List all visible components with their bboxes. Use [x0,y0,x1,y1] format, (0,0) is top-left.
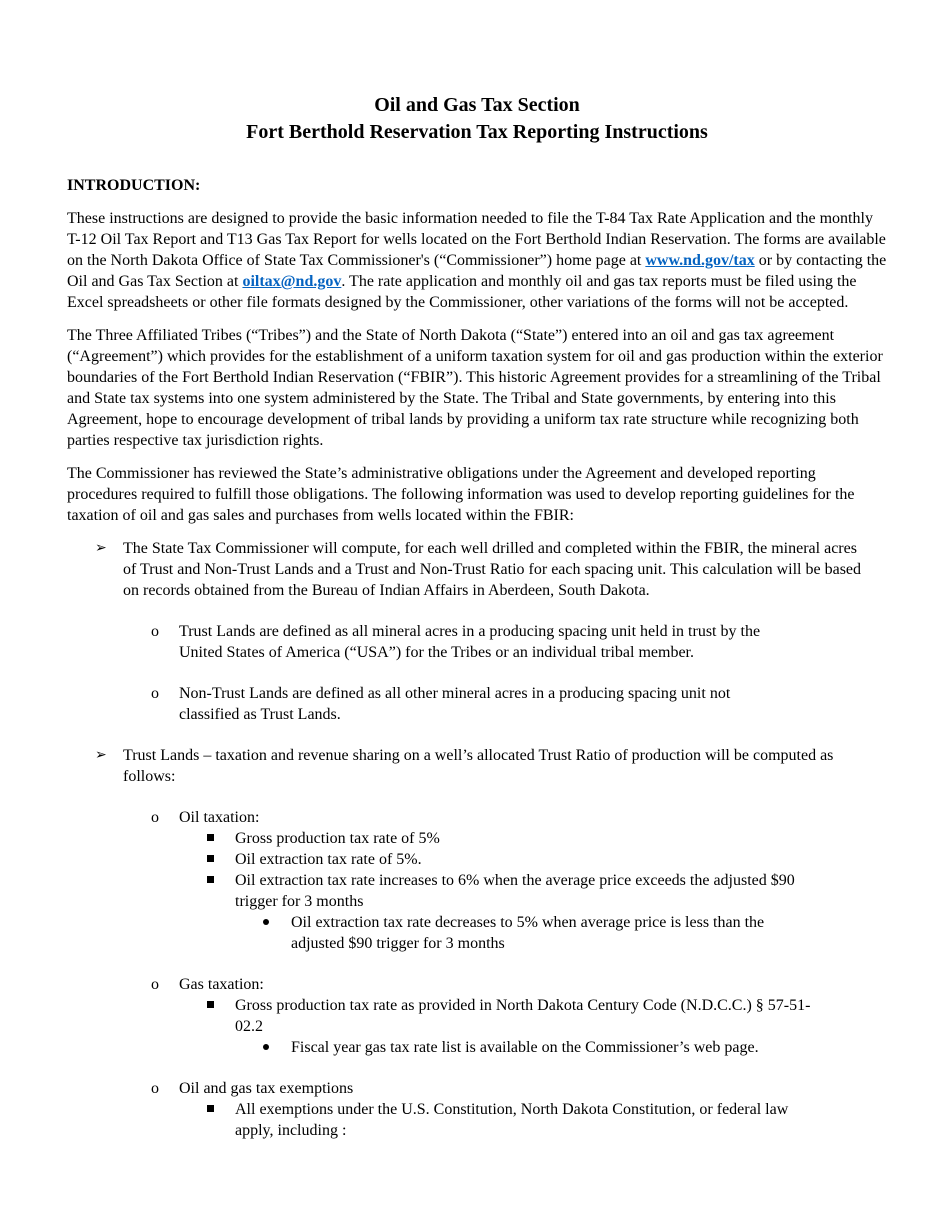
gas-item-gross-production [67,995,815,1037]
oil-item-extraction-decrease-text: Oil extraction tax rate decreases to 5% when average price is less than the adjusted $90 trigger for 3 months [291,914,765,952]
document-page [67,92,887,1141]
gas-taxation-heading-text: Gas taxation: [179,976,264,993]
gas-item-rate-list-text: Fiscal year gas tax rate list is available on the Commissioner’s web page. [291,1039,759,1056]
arrow-bullet-icon: ➢ [95,541,107,556]
gas-item-gross-production-text: Gross production tax rate as provided in North Dakota Century Code (N.D.C.C.) § 57-51-02.2 [235,997,811,1035]
circle-bullet-icon: o [151,809,159,826]
arrow-bullet-icon: ➢ [95,748,107,763]
gas-item-rate-list [67,1037,811,1058]
paragraph-3: The Commissioner has reviewed the State’s administrative obligations under the Agreement and developed reporting procedures required to fulfill those obligations. The following information was used to develop reporting guidelines for the taxation of oil and gas sales and purchases from wells located within the FBIR: [67,465,855,524]
oil-taxation-heading-text: Oil taxation: [179,809,260,826]
sub-bullet-trust-lands-text: Trust Lands are defined as all mineral acres in a producing spacing unit held in trust by the United States of America (“USA”) for the Tribes or an individual tribal member. [179,623,761,661]
title-line-2: Fort Berthold Reservation Tax Reporting Instructions [246,121,708,143]
tax-exemptions-heading-text: Oil and gas tax exemptions [179,1080,354,1097]
square-bullet-icon [207,876,214,883]
square-bullet-icon [207,1105,214,1112]
bullet-computation [67,538,873,601]
square-bullet-icon [207,1001,214,1008]
square-bullet-icon [207,855,214,862]
oil-item-extraction-decrease [67,912,811,954]
oiltax-email-link[interactable]: oiltax@nd.gov [242,273,342,290]
oil-item-gross-production-text: Gross production tax rate of 5% [235,830,440,847]
dot-bullet-icon [263,919,269,925]
square-bullet-icon [207,834,214,841]
oil-item-extraction-increase [67,870,815,912]
paragraph-1-text-a: These instructions are designed to provide the basic information needed to file the T-84 Tax Rate Application and the monthly T-12 Oil Tax Report and T13 Gas Tax Report for wells located on the Fort Berthold Indian Reservation. The forms are available on the North Dakota Office of State Tax Commissioner's (“Commissioner”) home page at [67,210,886,269]
sub-bullet-trust-lands [67,621,779,663]
paragraph-1 [67,208,887,313]
circle-bullet-icon: o [151,685,159,702]
circle-bullet-icon: o [151,976,159,993]
oil-item-extraction-rate-text: Oil extraction tax rate of 5%. [235,851,422,868]
bullet-trust-lands-taxation-text: Trust Lands – taxation and revenue sharing on a well’s allocated Trust Ratio of production will be computed as follows: [123,747,834,785]
tax-website-link[interactable]: www.nd.gov/tax [645,252,755,269]
sub-bullet-non-trust-lands-text: Non-Trust Lands are defined as all other mineral acres in a producing spacing unit not classified as Trust Lands. [179,685,731,723]
oil-item-gross-production [67,828,815,849]
sub-bullet-non-trust-lands [67,683,779,725]
paragraph-1-text-b: or by contacting the Oil and Gas Tax Section at [67,252,887,290]
title-line-1: Oil and Gas Tax Section [374,94,580,116]
oil-item-extraction-rate [67,849,815,870]
circle-bullet-icon: o [151,623,159,640]
bullet-computation-text: The State Tax Commissioner will compute, for each well drilled and completed within the FBIR, the mineral acres of Trust and Non-Trust Lands and a Trust and Non-Trust Ratio for each spacing unit. This calculation will be based on records obtained from the Bureau of Indian Affairs in Aberdeen, South Dakota. [123,540,862,599]
oil-taxation-heading [67,807,779,828]
paragraph-2: The Three Affiliated Tribes (“Tribes”) and the State of North Dakota (“State”) entered into an oil and gas tax agreement (“Agreement”) which provides for the establishment of a uniform taxation system for oil and gas production within the exterior boundaries of the Fort Berthold Indian Reservation (“FBIR”). This historic Agreement provides for a streamlining of the Tribal and State tax systems into one system administered by the State. The Tribal and State governments, by entering into this Agreement, hope to encourage development of tribal lands by providing a uniform tax rate structure while recognizing both parties respective tax jurisdiction rights. [67,327,883,449]
dot-bullet-icon [263,1044,269,1050]
introduction-heading: INTRODUCTION: [67,177,201,194]
oil-item-extraction-increase-text: Oil extraction tax rate increases to 6% when the average price exceeds the adjusted $90 trigger for 3 months [235,872,795,910]
paragraph-1-text-c: . The rate application and monthly oil and gas tax reports must be filed using the Excel spreadsheets or other file formats designed by the Commissioner, other variations of the forms will not be accepted. [67,273,857,311]
circle-bullet-icon: o [151,1080,159,1097]
exemption-item-constitution [67,1099,815,1141]
bullet-trust-lands-taxation [67,745,873,787]
exemption-item-constitution-text: All exemptions under the U.S. Constitution, North Dakota Constitution, or federal law apply, including : [235,1101,789,1139]
tax-exemptions-heading [67,1078,779,1099]
gas-taxation-heading [67,974,779,995]
